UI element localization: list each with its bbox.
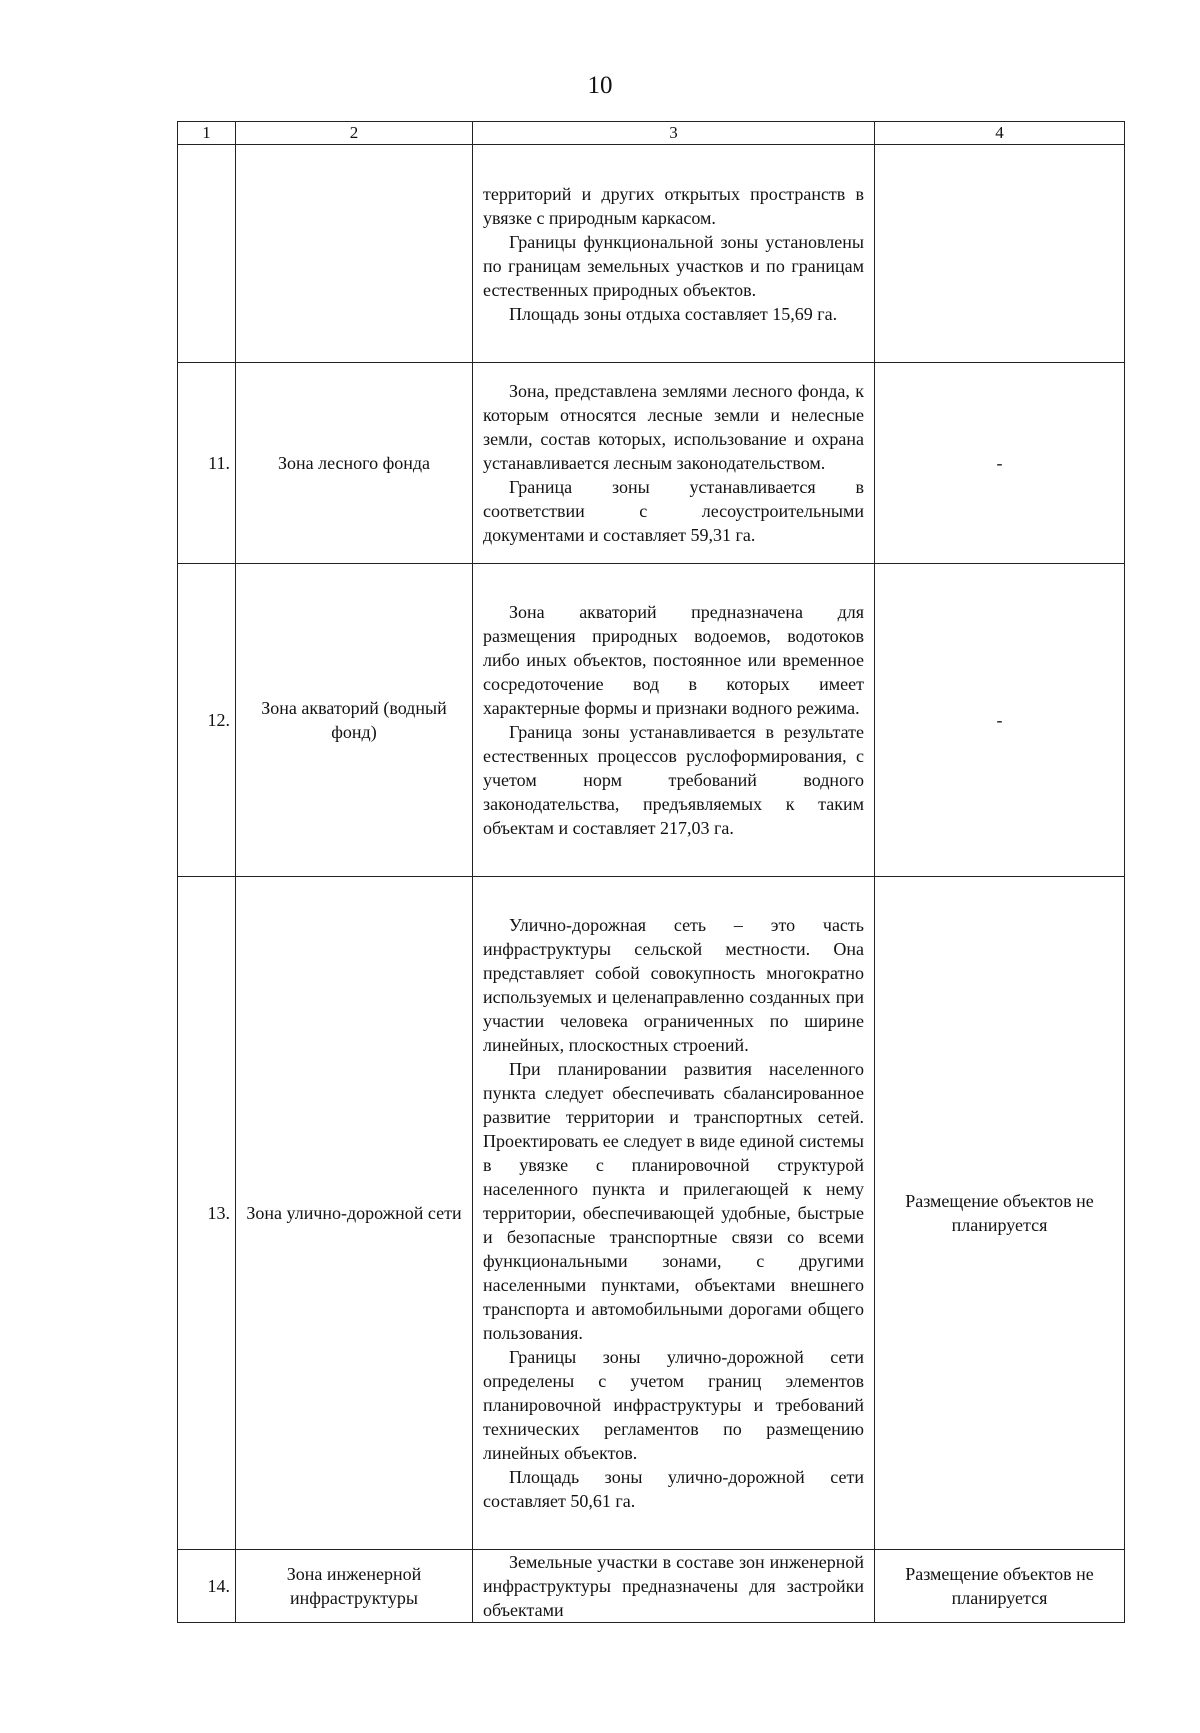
description-paragraph: Улично-дорожная сеть – это часть инфраструктуры сельской местности. Она представляет собой совокупность многократно используемых и целенаправленно созданных при участии человека ограниченных по ширине линейных, плоскостных строений. bbox=[483, 915, 864, 1055]
header-cell-2: 2 bbox=[236, 122, 473, 145]
header-cell-4: 4 bbox=[875, 122, 1125, 145]
description-paragraph: Площадь зоны отдыха составляет 15,69 га. bbox=[509, 303, 838, 324]
zone-name: Зона улично-дорожной сети bbox=[236, 877, 473, 1550]
description-paragraph: Граница зоны устанавливается в соответствии с лесоустроительными документами и составляет 59,31 га. bbox=[483, 477, 864, 545]
zone-note: Размещение объектов не планируется bbox=[875, 877, 1125, 1550]
zone-name: Зона акваторий (водный фонд) bbox=[236, 564, 473, 877]
table-row bbox=[178, 145, 1125, 363]
zone-description bbox=[473, 1550, 875, 1623]
table-row bbox=[178, 564, 1125, 877]
row-number: 14. bbox=[178, 1550, 236, 1623]
description-paragraph: Земельные участки в составе зон инженерной инфраструктуры предназначены для застройки объектами bbox=[483, 1552, 864, 1620]
description-paragraph: Границы функциональной зоны установлены по границам земельных участков и по границам естественных природных объектов. bbox=[483, 231, 864, 300]
zone-name: Зона инженерной инфраструктуры bbox=[236, 1550, 473, 1623]
description-paragraph: территорий и других открытых пространств в увязке с природным каркасом. bbox=[483, 183, 864, 228]
page-number: 10 bbox=[587, 72, 613, 99]
zone-note: - bbox=[875, 363, 1125, 564]
zone-note: Размещение объектов не планируется bbox=[875, 1550, 1125, 1623]
table-row bbox=[178, 363, 1125, 564]
table-row bbox=[178, 877, 1125, 1550]
description-paragraph: Зона акваторий предназначена для размещения природных водоемов, водотоков либо иных объектов, постоянное или временное сосредоточение вод в которых имеет характерные формы и признаки водного режима. bbox=[483, 602, 864, 718]
row-number bbox=[178, 145, 236, 363]
description-paragraph: Зона, представлена землями лесного фонда, к которым относятся лесные земли и нелесные земли, состав которых, использование и охрана устанавливается лесным законодательством. bbox=[483, 381, 864, 473]
header-cell-1: 1 bbox=[178, 122, 236, 145]
zone-note bbox=[875, 145, 1125, 363]
description-paragraph: Граница зоны устанавливается в результате естественных процессов руслоформирования, с учетом норм требований водного законодательства, предъявляемых к таким объектам и составляет 217,03 га. bbox=[483, 722, 864, 838]
zone-name bbox=[236, 145, 473, 363]
zone-name: Зона лесного фонда bbox=[236, 363, 473, 564]
row-number: 12. bbox=[178, 564, 236, 877]
description-paragraph: При планировании развития населенного пункта следует обеспечивать сбалансированное развитие территории и транспортных сетей. Проектировать ее следует в виде единой системы в увязке с планировочной структурой населенного пункта и прилегающей к нему территории, обеспечивающей удобные, быстрые и безопасные транспортные связи со всеми функциональными зонами, с другими населенными пунктами, объектами внешнего транспорта и автомобильными дорогами общего пользования. bbox=[483, 1059, 864, 1343]
header-cell-3: 3 bbox=[473, 122, 875, 145]
description-paragraph: Границы зоны улично-дорожной сети определены с учетом границ элементов планировочной инфраструктуры и требований технических регламентов по размещению линейных объектов. bbox=[483, 1347, 864, 1463]
zone-description bbox=[473, 877, 875, 1550]
zone-description bbox=[473, 363, 875, 564]
description-paragraph: Площадь зоны улично-дорожной сети составляет 50,61 га. bbox=[483, 1467, 864, 1511]
zone-description bbox=[473, 145, 875, 363]
table-row bbox=[178, 1550, 1125, 1623]
row-number: 13. bbox=[178, 877, 236, 1550]
zones-table bbox=[177, 121, 1125, 1623]
row-number: 11. bbox=[178, 363, 236, 564]
zone-note: - bbox=[875, 564, 1125, 877]
table-header-row bbox=[178, 122, 1125, 145]
zone-description bbox=[473, 564, 875, 877]
